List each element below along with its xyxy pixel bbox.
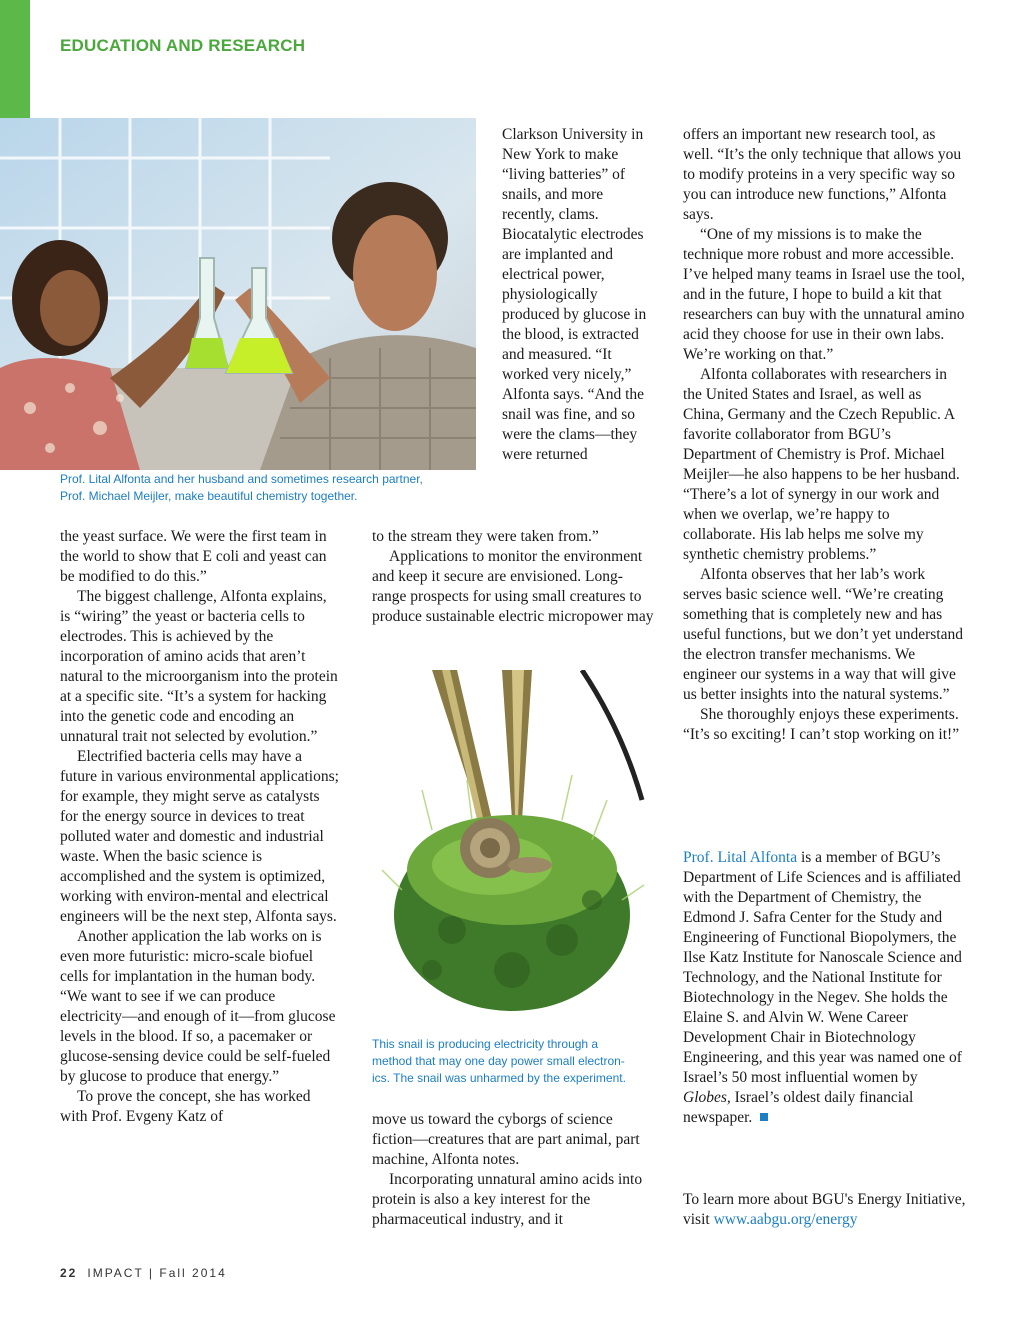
section-color-bar xyxy=(0,0,30,118)
paragraph: “One of my missions is to make the technique more robust and more accessible. I’ve helped many teams in Israel use the tool, and in the future, I hope to build a kit that researchers can buy with the unnatural amino acid they choose for use in their own labs. We’re working on that.” xyxy=(683,226,965,363)
page-footer xyxy=(60,1266,227,1280)
paragraph: Electrified bacteria cells may have a future in various environmental applications; for example, they might serve as catalysts for the energy source in devices to treat polluted water and domestic and industrial waste. When the basic science is accomplished and the system is optimized, working with environ-mental and electrical engineers will be the next step, Alfonta says. xyxy=(60,748,339,925)
caption-line: Prof. Lital Alfonta and her husband and sometimes research partner, xyxy=(60,472,423,486)
column-2-bottom xyxy=(372,1110,657,1230)
paragraph: to the stream they were taken from.” xyxy=(372,528,599,545)
column-1 xyxy=(60,527,340,1127)
bio-text: is a member of BGU’s Department of Life Sciences and is affiliated with the Department of Chemistry, the Edmond J. Safra Center for the Study and Engineering of Functional Biopolymers, the Ilse Katz Institute for Nanoscale Science and Technology, and the National Institute for Biotechnology in the Negev. She holds the Elaine S. and Alvin W. Wene Career Development Chair in Biotechnology Engineering, and this year was named one of Israel’s 50 most influential women by xyxy=(683,849,962,1086)
caption-line: This snail is producing electricity through a xyxy=(372,1037,599,1051)
paragraph: the yeast surface. We were the first team in the world to show that E coli and yeast can be modified to do this.” xyxy=(60,528,327,585)
bio-text-end: Israel’s oldest daily financial newspaper. xyxy=(683,1089,914,1126)
page-number: 22 xyxy=(60,1266,78,1280)
bio-globes: Globes, xyxy=(683,1089,731,1106)
caption-line: Prof. Michael Meijler, make beautiful chemistry together. xyxy=(60,489,358,503)
end-mark-icon xyxy=(760,1113,768,1121)
column-2-middle xyxy=(372,527,657,627)
column-2-top xyxy=(502,125,647,465)
paragraph: Another application the lab works on is even more futuristic: micro-scale biofuel cells for implantation in the human body. “We want to see if we can produce electricity—and enough of it—from glucose levels in the blood. If so, a pacemaker or glucose-sensing device could be self-fueled by glucose to produce that energy.” xyxy=(60,928,336,1085)
caption-line: ics. The snail was unharmed by the experiment. xyxy=(372,1071,626,1085)
learn-more-text: To learn more about BGU's Energy Initiative, visit xyxy=(683,1191,966,1228)
paragraph: Clarkson University in New York to make “living batteries” of snails, and more recently, clams. Biocatalytic electrodes are implanted and electrical power, physiologically produced by glucose in the blood, is extracted and measured. “It worked very nicely,” Alfonta says. “And the snail was fine, and so were the clams—they were returned xyxy=(502,126,647,463)
paragraph: Alfonta collaborates with researchers in the United States and Israel, as well as China, Germany and the Czech Republic. A favorite collaborator from BGU’s Department of Chemistry is Prof. Michael Meijler—he also happens to be her husband. “There’s a lot of synergy in our work and when we overlap, we’re happy to collaborate. His lab helps me solve my synthetic chemistry problems.” xyxy=(683,366,960,563)
snail-photo xyxy=(372,670,652,1028)
energy-initiative-link[interactable]: www.aabgu.org/energy xyxy=(713,1211,858,1228)
paragraph: Incorporating unnatural amino acids into protein is also a key interest for the pharmaceutical industry, and it xyxy=(372,1171,643,1228)
paragraph: Alfonta observes that her lab’s work serves basic science well. “We’re creating something that is completely new and has useful functions, but we don’t yet understand the electron transfer mechanisms. We engineer our systems in a way that will give us better insights into the natural systems.” xyxy=(683,566,963,703)
paragraph: offers an important new research tool, as well. “It’s the only technique that allows you to modify proteins in a very specific way so you can introduce new functions,” Alfonta says. xyxy=(683,126,962,223)
learn-more-paragraph xyxy=(683,1190,973,1230)
paragraph: To prove the concept, she has worked with Prof. Evgeny Katz of xyxy=(60,1088,311,1125)
bio-paragraph xyxy=(683,848,963,1128)
researchers-photo-caption xyxy=(60,471,460,505)
publication-name: IMPACT | Fall 2014 xyxy=(87,1266,227,1280)
learn-more xyxy=(683,1190,973,1230)
caption-line: method that may one day power small electron- xyxy=(372,1054,625,1068)
paragraph: The biggest challenge, Alfonta explains, is “wiring” the yeast or bacteria cells to electrodes. This is achieved by the incorporation of amino acids that aren’t natural to the microorganism into the protein at a specific site. “It’s a system for hacking into the genetic code and encoding an unnatural trait not selected by evolution.” xyxy=(60,588,338,745)
section-title: EDUCATION AND RESEARCH xyxy=(60,36,306,55)
paragraph: Applications to monitor the environment and keep it secure are envisioned. Long-range prospects for using small creatures to produce sustainable electric micropower may xyxy=(372,548,654,625)
bio-name: Prof. Lital Alfonta xyxy=(683,849,798,866)
author-bio xyxy=(683,848,963,1128)
paragraph: She thoroughly enjoys these experiments. “It’s so exciting! I can’t stop working on it!” xyxy=(683,706,960,743)
column-3 xyxy=(683,125,965,745)
researchers-photo xyxy=(0,118,476,470)
paragraph: move us toward the cyborgs of science fiction—creatures that are part animal, part machine, Alfonta notes. xyxy=(372,1111,640,1168)
snail-photo-caption xyxy=(372,1036,657,1087)
